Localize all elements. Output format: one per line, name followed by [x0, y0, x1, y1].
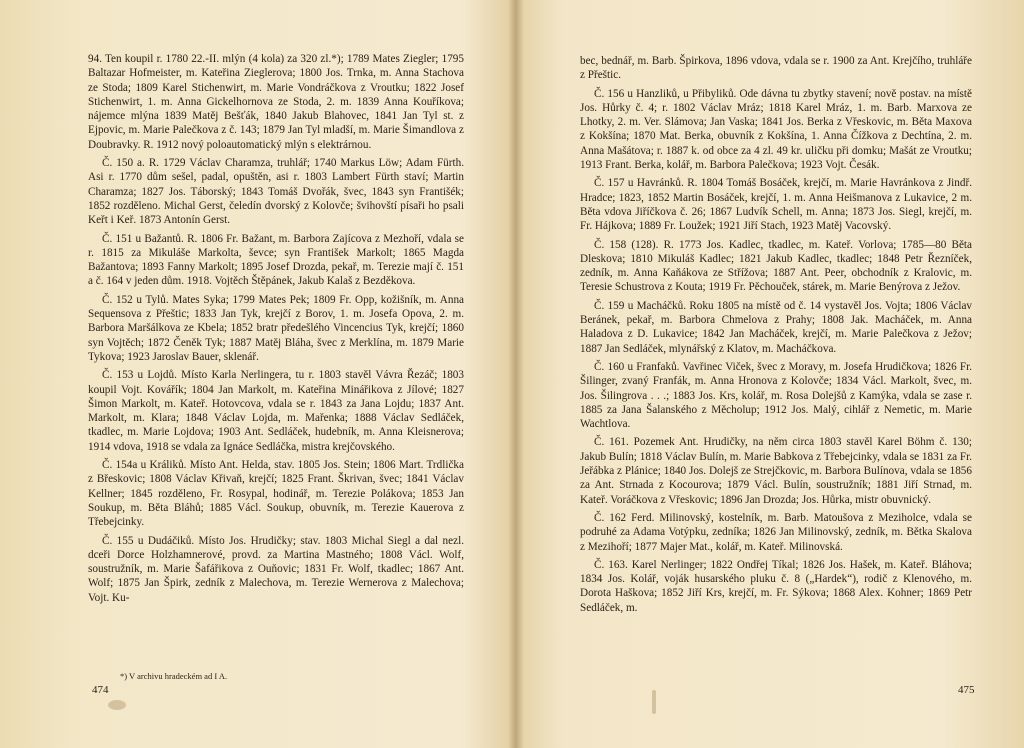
page-number-right: 475: [958, 684, 975, 696]
left-paragraph-4: Č. 152 u Tylů. Mates Syka; 1799 Mates Pek; 1809 Fr. Opp, kožišník, m. Anna Sequensova z Přeštic; 1833 Jan Tyk, krejčí z Borov, 1. m. Josefa Opova, 2. m. Barbora Maršálkova ze Kbela; 1852 bratr předešlého Vincencius Tyk, krejčí; 1860 syn Vojtěch; 1872 Čeněk Tyk; 1887 Matěj Bláha, švec z Merklína, m. 1879 Marie Tykova; 1923 Jaroslav Bauer, sklenář.: [88, 293, 464, 363]
right-paragraph-2: Č. 156 u Hanzliků, u Přibyliků. Ode dávna tu zbytky stavení; nově postav. na místě Jos. Hůrky č. 4; r. 1802 Václav Mráz; 1818 Karel Mráz, 1. m. Barb. Marxova ze Lhotky, 2. m. Ver. Slámova; Jan Vaska; 1841 Jos. Berka z Vřeskovic, m. Běta Maxova z Kokšína; 1870 Mat. Berka, obuvník z Kokšína, 1. Anna Čížkova z Dechtína, 2. m. Anna Mašátova; r. 1887 k. od obce za 4 zl. 49 kr. uličku při domku; Mašát ze Vroutku; 1913 Frant. Berka, kolář, m. Barbora Palečkova; 1923 Vojt. Česák.: [580, 87, 972, 172]
right-paragraph-3: Č. 157 u Havránků. R. 1804 Tomáš Bosáček, krejčí, m. Marie Havránkova z Jindř. Hradce; 1823, 1852 Martin Bosáček, krejčí, 1. m. Anna Heišmanova z Lukavice, 2 m. Běta vdova Jiříčkova č. 26; 1867 Ludvík Schell, m. Anna; 1873 Jos. Siegl, krejčí, m. Fr. Hájkova; 1889 Fr. Loužek; 1921 Jiří Stach, 1923 Matěj Vacovský.: [580, 177, 972, 233]
right-paragraph-6: Č. 160 u Franfaků. Vavřinec Viček, švec z Moravy, m. Josefa Hrudičkova; 1826 Fr. Šilinger, zvaný Franfák, m. Anna Hronova z Kolovče; 1834 Václ. Markolt, švec, m. Jos. Šilingrova . . .; 1883 Jos. Krs, kolář, m. Rosa Dolejšů z Kamýka, vdala se zase r. 1885 za Jana Šalanského z Měcholup; 1912 Jos. Malý, cihlář z Nemetic, m. Marie Wachtlova.: [580, 360, 972, 431]
left-page-text: [88, 52, 464, 609]
page-number-left: 474: [92, 684, 109, 696]
right-paragraph-9: Č. 163. Karel Nerlinger; 1822 Ondřej Tíkal; 1826 Jos. Hašek, m. Kateř. Bláhova; 1834 Jos. Kolář, voják husarského pluku č. 8 („Hardek“), rodič z Klenového, m. Dorota Haškova; 1852 Jiří Krs, krejčí, m. Fr. Sýkova; 1868 Alex. Kohner; 1869 Petr Sedláček, m.: [580, 558, 972, 614]
left-paragraph-6: Č. 154a u Králiků. Místo Ant. Helda, stav. 1805 Jos. Stein; 1806 Mart. Trdlička z Břeskovic; 1808 Václav Křivaň, krejčí; 1825 Frant. Škrivan, švec; 1841 Václav Kellner; 1845 rozděleno, Fr. Rosypal, hodinář, m. Terezie Polákova; 1853 Jan Soukup, m. Běta Bláhů; 1885 Václ. Soukup, obuvník, m. Terezie Kauerova z Třebejcinky.: [88, 459, 464, 529]
right-paragraph-4: Č. 158 (128). R. 1773 Jos. Kadlec, tkadlec, m. Kateř. Vorlova; 1785—80 Běta Dleskova; 1810 Mikuláš Kadlec; 1821 Jakub Kadlec, tkadlec; 1848 Petr Řezníček, zedník, m. Anna Kaňákova ze Střížova; 1887 Ant. Peer, obchodník z Kralovic, m. Teresie Schustrova z Kouta; 1919 Fr. Pěchouček, stárek, m. Marie Benýrova z Ježov.: [580, 238, 972, 294]
right-paragraph-8: Č. 162 Ferd. Milinovský, kostelník, m. Barb. Matoušova z Meziholce, vdala se podruhé za Adama Votýpku, zedníka; 1826 Jan Milinovský, zedník, m. Bětka Skalova z Mezihoří; 1877 Majer Mat., kolář, m. Kateř. Milinovská.: [580, 511, 972, 553]
ink-smudge: [108, 700, 126, 710]
left-paragraph-7: Č. 155 u Dudáčiků. Místo Jos. Hrudičky; stav. 1803 Michal Siegl a dal nezl. dceři Dorce Holzhamnerové, provd. za Martina Mastného; 1808 Václ. Wolf, soustružník, m. Marie Šafářikova z Ouňovic; 1831 Fr. Wolf, tkadlec; 1867 Ant. Wolf; 1875 Jan Špirk, zedník z Malechova, m. Terezie Wernerova z Malechova; Vojt. Ku-: [88, 534, 464, 604]
left-paragraph-2: Č. 150 a. R. 1729 Václav Charamza, truhlář; 1740 Markus Löw; Adam Fürth. Asi r. 1770 dům sešel, padal, opuštěn, asi r. 1803 Lambert Fürth staví; Martin Charamza; 1827 Jos. Táborský; 1843 Tomáš Dvořák, švec, 1843 syn Františék; 1852 rozděleno. Michal Gerst, čeledín dvorský z Kolovče; švihovští písaři ho psali Keřt i Keř. 1873 Antonín Gerst.: [88, 157, 464, 227]
ink-mark: [652, 690, 656, 714]
right-page: [512, 0, 1024, 748]
right-page-text: [580, 54, 972, 619]
right-paragraph-5: Č. 159 u Macháčků. Roku 1805 na místě od č. 14 vystavěl Jos. Vojta; 1806 Václav Beránek, pekař, m. Barbora Chmelova z Prahy; 1808 Jak. Macháček, m. Anna Haladova z D. Lukavice; 1842 Jan Macháček, krejčí, m. Marie Palečkova z Ježov; 1887 Jan Sedláček, mlynářský z Klatov, m. Macháčkova.: [580, 299, 972, 355]
left-paragraph-1: 94. Ten koupil r. 1780 22.-II. mlýn (4 kola) za 320 zl.*); 1789 Mates Ziegler; 1795 Baltazar Hofmeister, m. Kateřina Zieglerova; 1800 Jos. Trnka, m. Anna Stachova ze Stoda; 1809 Karel Stichenwirt, m. Marie Vondráčkova z Vroutku; 1822 Josef Stichenwirt, 1. m. Anna Gickelhornova ze Stoda, 2. m. 1839 Anna Kouříkova; nájemce mlýna 1839 Matěj Bešťák, 1840 Jakub Blahovec, 1841 Jan Tyl st. z Ejpovic, m. Marie Palečkova z č. 143; 1879 Jan Tyl mladší, m. Marie Šimandlova z Doubravky. R. 1912 nový poloautomatický mlýn s elektrárnou.: [88, 53, 464, 151]
right-paragraph-1: bec, bednář, m. Barb. Špirkova, 1896 vdova, vdala se r. 1900 za Ant. Krejčího, truhláře z Přeštic.: [580, 55, 972, 82]
left-paragraph-3: Č. 151 u Bažantů. R. 1806 Fr. Bažant, m. Barbora Zajícova z Mezhoří, vdala se r. 1815 za Mikuláše Markolta, ševce; syn František Markolt; 1865 Magda Bažantova; 1893 Fanny Markolt; 1895 Josef Drozda, pekař, m. Terezie mají č. 151 a č. 164 v jeden dům. 1918. Vojtěch Štěpánek, Jakub Kalaš z Bezděkova.: [88, 232, 464, 288]
footnote: *) V archivu hradeckém ad I A.: [120, 671, 228, 681]
right-paragraph-7: Č. 161. Pozemek Ant. Hrudičky, na něm circa 1803 stavěl Karel Böhm č. 130; Jakub Bulín; 1818 Václav Bulín, m. Marie Babkova z Třebejcinky, vdala se 1831 za Fr. Jeřábka z Plánice; 1840 Jos. Dolejš ze Strejčkovic, m. Barbora Bulínova, vdala se 1856 za Ant. Strnada z Kocourova; 1879 Václ. Bulín, soustružník; 1881 Jiří Strnad, m. Kateř. Voráčkova z Vřeskovic; 1896 Jan Drozda; Jos. Hůrka, mistr obuvnický.: [580, 436, 972, 506]
left-paragraph-5: Č. 153 u Lojdů. Místo Karla Nerlingera, tu r. 1803 stavěl Vávra Řezáč; 1803 koupil Vojt. Kovářík; 1804 Jan Markolt, m. Kateřina Minářikova z Jílové; 1827 Šimon Markolt, m. Kateř. Hotovcova, vdala se r. 1843 za Jana Lojdu; 1837 Ant. Markolt, m. Klara; 1848 Václav Lojda, m. Mařenka; 1888 Václav Sedláček, tkadlec, m. Marie Lojdova; 1903 Ant. Sedláček, hudebník, m. Anna Kleisnerova; 1914 vdova, 1918 se vdala za Ignáce Sedláčka, mistra krejčovského.: [88, 369, 464, 453]
